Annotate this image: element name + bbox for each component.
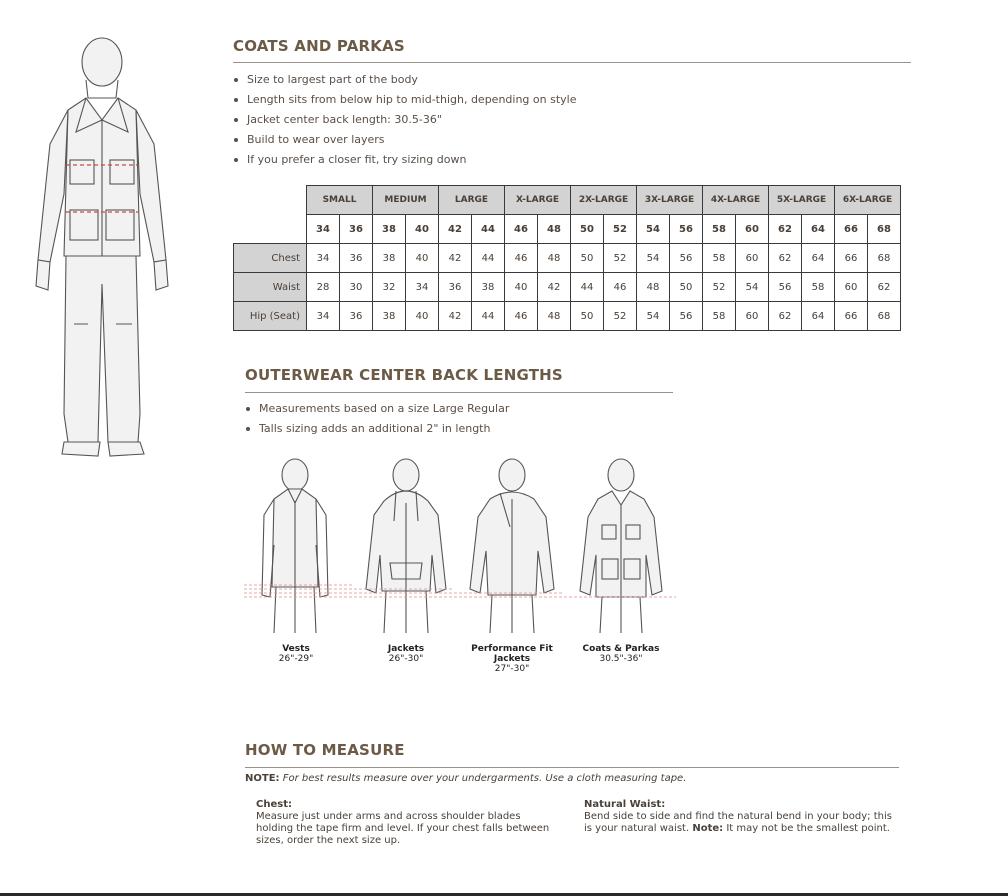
measure-note xyxy=(245,773,686,784)
performance-jacket-figure xyxy=(470,459,554,633)
table-cell: 56 xyxy=(769,273,802,302)
coats-parkas-caption xyxy=(576,644,666,664)
table-cell: 64 xyxy=(802,244,835,273)
size-number: 68 xyxy=(868,215,901,244)
table-cell: 46 xyxy=(604,273,637,302)
table-cell: 30 xyxy=(340,273,373,302)
outerwear-bullet-list xyxy=(245,401,509,441)
table-cell: 66 xyxy=(835,244,868,273)
table-cell: 46 xyxy=(505,302,538,331)
caption-title: Jackets xyxy=(387,644,425,654)
caption-range: 30.5"-36" xyxy=(599,654,643,664)
coats-parkas-heading: COATS AND PARKAS xyxy=(233,37,405,55)
heading-rule xyxy=(233,62,911,63)
hip-row xyxy=(234,302,901,331)
table-cell: 54 xyxy=(637,302,670,331)
size-number-row xyxy=(234,215,901,244)
waist-instructions xyxy=(584,799,894,835)
size-number: 48 xyxy=(538,215,571,244)
jacket-figure xyxy=(366,459,446,633)
size-medium-header: MEDIUM xyxy=(373,186,439,215)
size-number: 36 xyxy=(340,215,373,244)
table-cell: 48 xyxy=(538,244,571,273)
list-item: Jacket center back length: 30.5-36" xyxy=(233,112,576,132)
row-label-hip: Hip (Seat) xyxy=(234,302,307,331)
table-cell: 60 xyxy=(835,273,868,302)
table-cell: 52 xyxy=(703,273,736,302)
table-cell: 40 xyxy=(406,244,439,273)
table-cell: 58 xyxy=(703,302,736,331)
heading-rule xyxy=(245,392,673,393)
list-item: Talls sizing adds an additional 2" in length xyxy=(245,421,509,441)
table-cell: 42 xyxy=(538,273,571,302)
caption-title: Coats & Parkas xyxy=(582,644,660,654)
jackets-caption xyxy=(366,644,446,664)
table-cell: 50 xyxy=(571,302,604,331)
table-cell: 34 xyxy=(406,273,439,302)
table-cell: 68 xyxy=(868,244,901,273)
size-number: 58 xyxy=(703,215,736,244)
list-item: If you prefer a closer fit, try sizing down xyxy=(233,152,576,172)
coat-small-figure xyxy=(580,459,662,633)
size-number: 64 xyxy=(802,215,835,244)
table-cell: 56 xyxy=(670,244,703,273)
table-cell: 66 xyxy=(835,302,868,331)
table-cell: 58 xyxy=(802,273,835,302)
size-2xlarge-header: 2X-LARGE xyxy=(571,186,637,215)
table-cell: 42 xyxy=(439,244,472,273)
table-cell: 34 xyxy=(307,302,340,331)
waist-note-label: Note: xyxy=(692,823,724,834)
table-cell: 36 xyxy=(340,244,373,273)
chest-title: Chest: xyxy=(256,799,292,810)
size-number: 52 xyxy=(604,215,637,244)
list-item: Length sits from below hip to mid-thigh, depending on style xyxy=(233,92,576,112)
outerwear-figures-illustration xyxy=(244,455,676,645)
size-3xlarge-header: 3X-LARGE xyxy=(637,186,703,215)
row-label-chest: Chest xyxy=(234,244,307,273)
chest-instructions xyxy=(256,799,556,847)
outerwear-heading: OUTERWEAR CENTER BACK LENGTHS xyxy=(245,366,563,384)
table-cell: 62 xyxy=(769,244,802,273)
size-chart-table xyxy=(233,185,901,331)
row-label-waist: Waist xyxy=(234,273,307,302)
table-cell: 50 xyxy=(670,273,703,302)
table-cell: 60 xyxy=(736,244,769,273)
caption-range: 26"-30" xyxy=(388,654,424,664)
chest-text: Measure just under arms and across shoulder blades holding the tape firm and level. If your chest falls between sizes, order the next size up. xyxy=(256,811,550,846)
table-cell: 60 xyxy=(736,302,769,331)
caption-title: Vests xyxy=(282,644,310,654)
caption-range: 26"-29" xyxy=(278,654,314,664)
table-cell: 52 xyxy=(604,302,637,331)
table-cell: 48 xyxy=(538,302,571,331)
table-cell: 38 xyxy=(373,244,406,273)
size-small-header: SMALL xyxy=(307,186,373,215)
table-cell: 68 xyxy=(868,302,901,331)
table-cell: 64 xyxy=(802,302,835,331)
coat-figure-illustration xyxy=(28,34,178,460)
table-cell: 58 xyxy=(703,244,736,273)
table-cell: 56 xyxy=(670,302,703,331)
list-item: Size to largest part of the body xyxy=(233,72,576,92)
size-number: 40 xyxy=(406,215,439,244)
size-large-header: LARGE xyxy=(439,186,505,215)
table-cell: 28 xyxy=(307,273,340,302)
table-cell: 46 xyxy=(505,244,538,273)
size-6xlarge-header: 6X-LARGE xyxy=(835,186,901,215)
chest-row xyxy=(234,244,901,273)
waist-note-text: It may not be the smallest point. xyxy=(726,823,890,834)
size-number: 54 xyxy=(637,215,670,244)
waist-text: Bend side to side and find the natural bend in your body; this is your natural waist. xyxy=(584,811,892,834)
table-cell: 50 xyxy=(571,244,604,273)
caption-range: 27"-30" xyxy=(494,664,530,674)
size-number: 44 xyxy=(472,215,505,244)
table-cell: 52 xyxy=(604,244,637,273)
table-cell: 40 xyxy=(505,273,538,302)
waist-title: Natural Waist: xyxy=(584,799,666,810)
size-number: 34 xyxy=(307,215,340,244)
how-to-measure-heading: HOW TO MEASURE xyxy=(245,741,405,759)
table-cell: 54 xyxy=(637,244,670,273)
performance-jackets-caption xyxy=(452,644,572,674)
size-number: 62 xyxy=(769,215,802,244)
size-5xlarge-header: 5X-LARGE xyxy=(769,186,835,215)
table-cell: 38 xyxy=(373,302,406,331)
caption-title: Performance Fit Jackets xyxy=(471,644,553,664)
vests-caption xyxy=(256,644,336,664)
table-cell: 62 xyxy=(769,302,802,331)
table-cell: 40 xyxy=(406,302,439,331)
table-cell: 48 xyxy=(637,273,670,302)
table-cell: 44 xyxy=(472,302,505,331)
note-text: For best results measure over your undergarments. Use a cloth measuring tape. xyxy=(282,773,687,784)
size-number: 46 xyxy=(505,215,538,244)
table-cell: 44 xyxy=(571,273,604,302)
table-cell: 54 xyxy=(736,273,769,302)
table-cell: 32 xyxy=(373,273,406,302)
size-xlarge-header: X-LARGE xyxy=(505,186,571,215)
table-cell: 36 xyxy=(439,273,472,302)
heading-rule xyxy=(245,767,899,768)
list-item: Build to wear over layers xyxy=(233,132,576,152)
table-cell: 42 xyxy=(439,302,472,331)
vest-figure xyxy=(262,459,328,633)
size-number: 56 xyxy=(670,215,703,244)
size-number: 38 xyxy=(373,215,406,244)
table-cell: 36 xyxy=(340,302,373,331)
size-number: 60 xyxy=(736,215,769,244)
note-label: NOTE: xyxy=(245,773,280,784)
waist-row xyxy=(234,273,901,302)
table-cell: 38 xyxy=(472,273,505,302)
waist-body xyxy=(584,811,894,835)
size-number: 66 xyxy=(835,215,868,244)
size-name-row xyxy=(234,186,901,215)
list-item: Measurements based on a size Large Regular xyxy=(245,401,509,421)
size-number: 42 xyxy=(439,215,472,244)
size-4xlarge-header: 4X-LARGE xyxy=(703,186,769,215)
table-cell: 62 xyxy=(868,273,901,302)
table-cell: 34 xyxy=(307,244,340,273)
coats-bullet-list xyxy=(233,72,576,172)
table-cell: 44 xyxy=(472,244,505,273)
size-number: 50 xyxy=(571,215,604,244)
